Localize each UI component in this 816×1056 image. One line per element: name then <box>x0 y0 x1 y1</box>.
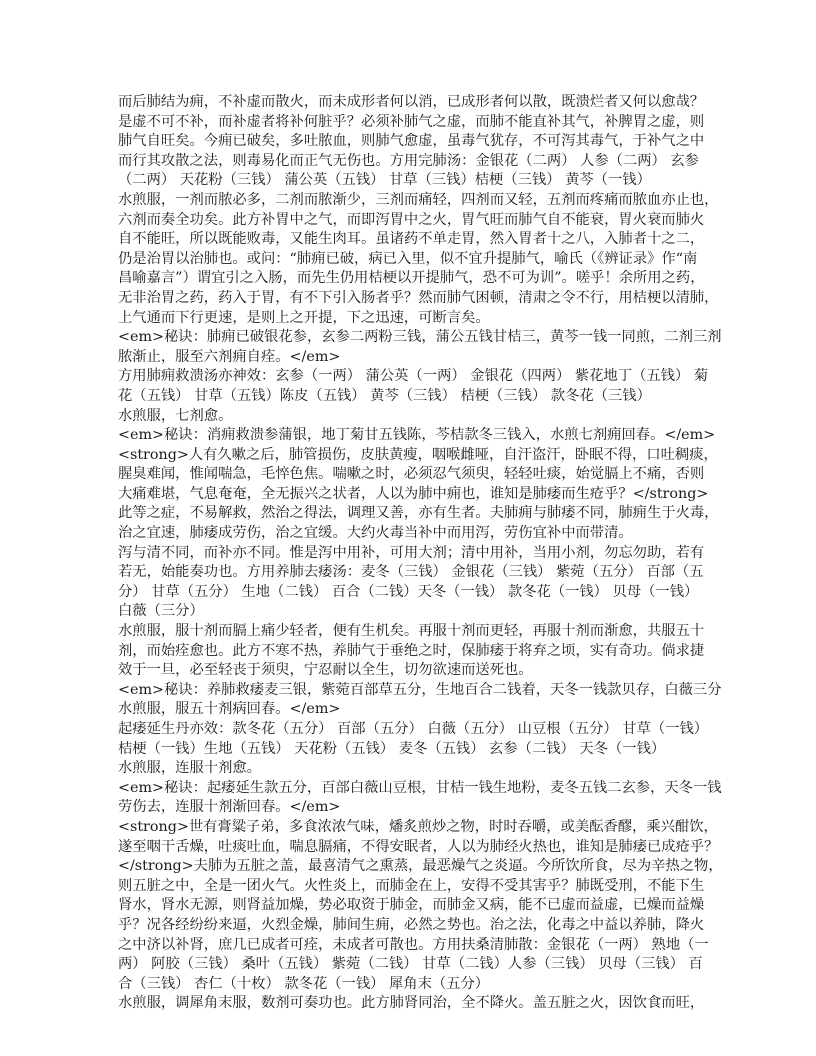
text-line: 无非治胃之药，药入于胃，有不下引入肠者乎？然而肺气困顿，清肃之令不行，用桔梗以清肺， <box>118 289 719 306</box>
text-line: 效于一旦，必至轻丧于须臾，宁忍耐以全生，切勿欲速而送死也。 <box>118 662 533 679</box>
text-line: 劳伤去，连服十剂渐回春。</em> <box>118 799 341 816</box>
text-line: 仍是治胃以治肺也。或问：“肺痈已破，病已入里，似不宜升提肺气，喻氏（《辨证录》作“南 <box>118 250 698 267</box>
text-line: 上气通而下行更速，是则上之开提，下之迅速，可断言矣。 <box>118 309 490 326</box>
text-line: 六剂而奏全功矣。此方补胃中之气，而即泻胃中之火，胃气旺而肺气自不能衰，胃火衰而肺火 <box>118 211 705 228</box>
text-line: 腥臭难闻，惟闻喘急，毛悴色焦。喘嗽之时，必须忍气须臾，轻轻吐痰，始觉膈上不痛，否则 <box>118 466 705 483</box>
document-body <box>118 93 723 1014</box>
text-line: </strong>夫肺为五脏之盖，最喜清气之熏蒸，最恶燥气之炎逼。今所饮所食，尽为辛热之物， <box>118 858 723 875</box>
text-line: 白薇（三分） <box>118 603 204 620</box>
text-line: 水煎服，连服十剂愈。 <box>118 760 261 777</box>
text-line: 肺气自旺矣。今痈已破矣，多吐脓血，则肺气愈虚，虽毒气犹存，不可泻其毒气，于补气之中 <box>118 133 705 150</box>
text-line: 若无，始能奏功也。方用养肺去痿汤：麦冬（三钱） 金银花（三钱） 紫菀（五分） 百部（五 <box>118 564 704 581</box>
text-line: <em>秘诀：肺痈已破银花参，玄参二两粉三钱，蒲公五钱甘桔三，黄芩一钱一同煎，二剂三剂 <box>118 329 722 346</box>
text-line: 水煎服，调犀角末服，数剂可奏功也。此方肺肾同治，全不降火。盖五脏之火，因饮食而旺， <box>118 995 705 1012</box>
text-line: 水煎服，一剂而脓必多，二剂而脓渐少，三剂而痛轻，四剂而又轻，五剂而疼痛而脓血亦止也， <box>118 191 719 208</box>
text-line: <strong>世有膏粱子弟，多食浓浓气味，燔炙煎炒之物，时时吞嚼，或美酝香醪，乘兴酣饮， <box>118 818 718 835</box>
text-line: 则五脏之中，全是一团火气。火性炎上，而肺金在上，安得不受其害乎？肺既受刑，不能下生 <box>118 877 705 894</box>
text-line: 昌喻嘉言”）谓宜引之入肠，而先生仍用桔梗以开提肺气，恐不可为训”。嗟乎！余所用之药， <box>118 270 705 287</box>
text-line: <em>秘诀：起痿延生款五分，百部白薇山豆根，甘桔一钱生地粉，麦冬五钱二玄参，天冬一钱 <box>118 779 722 796</box>
text-line: <em>秘诀：消痈救溃参蒲银，地丁菊甘五钱陈，芩桔款冬三钱入，水煎七剂痈回春。</em> <box>118 427 716 444</box>
text-line: 合（三钱） 杏仁（十枚） 款冬花（一钱） 犀角末（五分） <box>118 975 490 992</box>
text-line: 乎？况各经纷纷来逼，火烈金燥，肺间生痈，必然之势也。治之法，化毒之中益以养肺，降火 <box>118 916 705 933</box>
text-line: 剂，而始痊愈也。此方不寒不热，养肺气于垂绝之时，保肺痿于将弃之顷，实有奇功。倘求捷 <box>118 642 705 659</box>
text-line: 脓渐止，服至六剂痈自痊。</em> <box>118 348 341 365</box>
text-line: 遂至咽干舌燥，吐痰吐血，喘息膈痛，不得安眠者，人以为肺经火热也，谁知是肺痿已成疮乎？ <box>118 838 719 855</box>
text-line: 花（五钱） 甘草（五钱）陈皮（五钱） 黄芩（三钱） 桔梗（三钱） 款冬花（三钱） <box>118 387 651 404</box>
text-line: 大痛难堪，气息奄奄，全无振兴之状者，人以为肺中痈也，谁知是肺痿而生疮乎？</strong> <box>118 485 709 502</box>
text-line: <strong>人有久嗽之后，肺管损伤，皮肤黄瘦，咽喉雌哑，自汗盗汗，卧眠不得，口吐稠痰， <box>118 446 718 463</box>
text-line: 而后肺结为痈，不补虚而散火，而未成形者何以消，已成形者何以散，既溃烂者又何以愈哉？ <box>118 94 705 110</box>
text-line: 此等之症，不易解救，然治之得法，调理又善，亦有生者。夫肺痈与肺痿不同，肺痈生于火毒， <box>118 505 719 522</box>
text-line: 起痿延生丹亦效：款冬花（五分） 百部（五分） 白薇（五分） 山豆根（五分） 甘草（一钱） <box>118 721 709 737</box>
text-line: （二两） 天花粉（三钱） 蒲公英（五钱） 甘草（三钱）桔梗（三钱） 黄芩（一钱） <box>118 172 651 189</box>
text-line: 治之宜速，肺痿成劳伤，治之宜缓。大约火毒当补中而用泻，劳伤宜补中而带清。 <box>118 525 633 542</box>
text-line: 两） 阿胶（三钱） 桑叶（五钱） 紫菀（二钱） 甘草（二钱）人参（三钱） 贝母（三钱） 百 <box>118 956 703 973</box>
text-line: 之中济以补肾，庶几已成者可痊，未成者可散也。方用扶桑清肺散：金银花（一两） 熟地（一 <box>118 936 709 953</box>
text-line: 而行其攻散之法，则毒易化而正气无伤也。方用完肺汤：金银花（二两） 人参（二两） 玄参 <box>118 152 699 169</box>
text-line: 水煎服，七剂愈。 <box>118 407 233 424</box>
text-line: 方用肺痈救溃汤亦神效：玄参（一两） 蒲公英（一两） 金银花（四两） 紫花地丁（五钱） 菊 <box>118 368 709 385</box>
text-line: 水煎服，服五十剂病回春。</em> <box>118 701 341 718</box>
text-line: 分） 甘草（五分） 生地（二钱） 百合（二钱）天冬（一钱） 款冬花（一钱） 贝母（一钱） <box>118 583 699 600</box>
text-line: <em>秘诀：养肺救痿麦三银，紫菀百部草五分，生地百合二钱着，天冬一钱款贝存，白薇三分 <box>118 681 722 698</box>
text-line: 自不能旺，所以既能败毒，又能生肉耳。虽诸药不单走胃，然入胃者十之八，入肺者十之二， <box>118 231 705 248</box>
text-line: 桔梗（一钱）生地（五钱） 天花粉（五钱） 麦冬（五钱） 玄参（二钱） 天冬（一钱） <box>118 740 666 757</box>
text-line: 肾水，肾水无源，则肾益加燥，势必取资于肺金，而肺金又病，能不已虚而益虚，已燥而益燥 <box>118 897 705 914</box>
text-line: 泻与清不同，而补亦不同。惟是泻中用补，可用大剂；清中用补，当用小剂，勿忘勿助，若有 <box>118 544 705 561</box>
text-line: 是虚不可不补，而补虚者将补何脏乎？必须补肺气之虚，而肺不能直补其气，补脾胃之虚，则 <box>118 113 705 130</box>
text-line: 水煎服，服十剂而膈上痛少轻者，便有生机矣。再服十剂而更轻，再服十剂而渐愈，共服五十 <box>118 623 705 640</box>
